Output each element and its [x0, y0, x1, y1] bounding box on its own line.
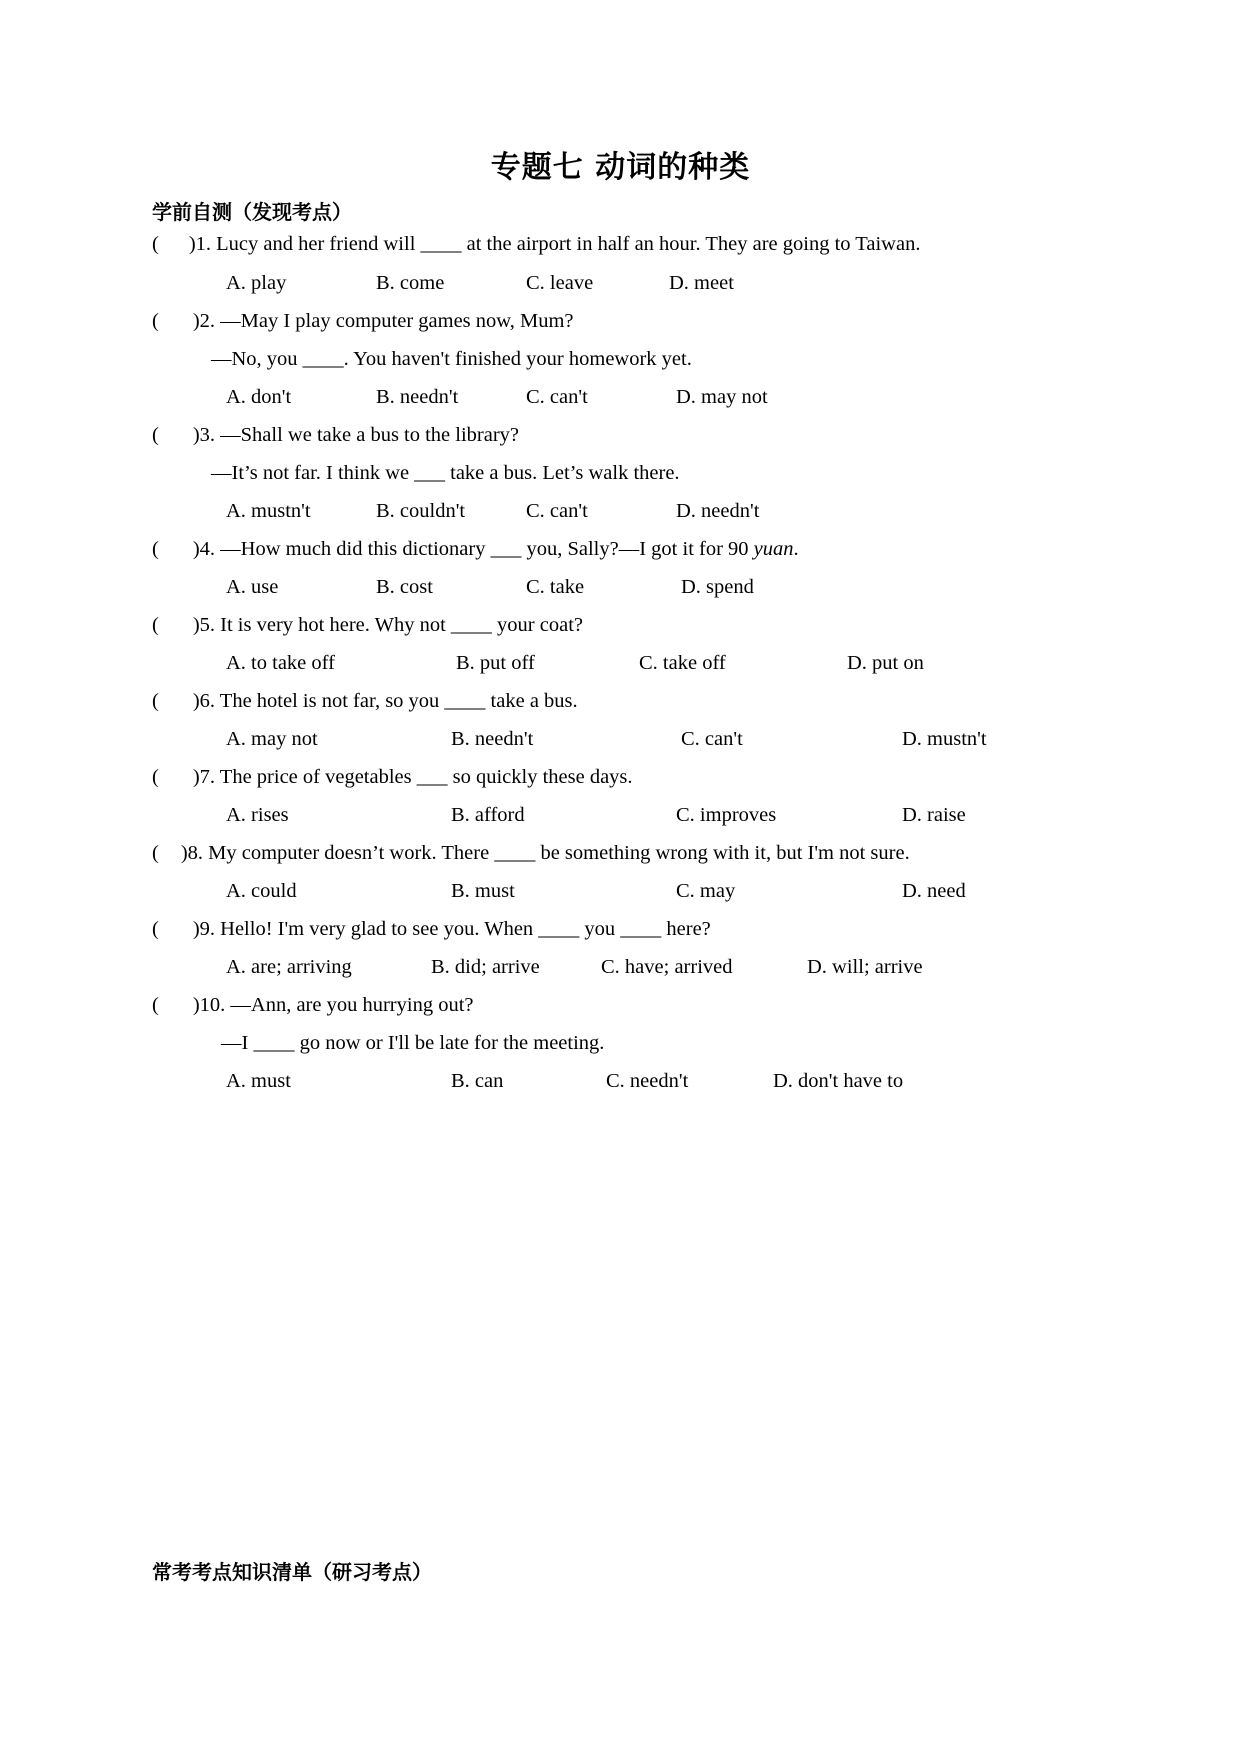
question-3-reply: —It’s not far. I think we ___ take a bus. Let’s walk there. [211, 462, 680, 484]
section-heading-knowledge: 常考考点知识清单（研习考点） [152, 1560, 432, 1584]
question-7-option-b: B. afford [451, 804, 525, 826]
question-8-option-d: D. need [902, 880, 966, 902]
question-9: ( )9. Hello! I'm very glad to see you. When ____ you ____ here? [152, 918, 711, 940]
question-8-option-a: A. could [226, 880, 297, 902]
question-10-option-a: A. must [226, 1070, 291, 1092]
question-1-option-d: D. meet [669, 272, 734, 294]
question-9-option-c: C. have; arrived [601, 956, 733, 978]
question-4: ( )4. —How much did this dictionary ___ you, Sally?—I got it for 90 yuan. [152, 538, 799, 560]
question-1-option-c: C. leave [526, 272, 594, 294]
question-3: ( )3. —Shall we take a bus to the library? [152, 424, 520, 446]
question-4-option-a: A. use [226, 576, 279, 598]
question-8-option-b: B. must [451, 880, 515, 902]
question-8: ( )8. My computer doesn’t work. There ____ be something wrong with it, but I'm not sure. [152, 842, 910, 864]
question-8-option-c: C. may [676, 880, 736, 902]
question-10-reply: —I ____ go now or I'll be late for the meeting. [221, 1032, 605, 1054]
question-4-option-d: D. spend [681, 576, 754, 598]
question-6-option-a: A. may not [226, 728, 318, 750]
question-4-option-b: B. cost [376, 576, 433, 598]
question-4-option-c: C. take [526, 576, 585, 598]
question-7-option-a: A. rises [226, 804, 289, 826]
question-2-option-c: C. can't [526, 386, 588, 408]
question-10-option-d: D. don't have to [773, 1070, 904, 1092]
question-10: ( )10. —Ann, are you hurrying out? [152, 994, 474, 1016]
question-1: ( )1. Lucy and her friend will ____ at the airport in half an hour. They are going to Taiwan. [152, 233, 921, 255]
question-2-option-d: D. may not [676, 386, 768, 408]
question-6-option-c: C. can't [681, 728, 743, 750]
question-3-option-d: D. needn't [676, 500, 760, 522]
question-10-option-b: B. can [451, 1070, 504, 1092]
question-5-option-d: D. put on [847, 652, 924, 674]
question-10-option-c: C. needn't [606, 1070, 689, 1092]
question-9-option-d: D. will; arrive [807, 956, 923, 978]
question-9-option-a: A. are; arriving [226, 956, 352, 978]
page-title: 专题七 动词的种类 [490, 150, 751, 185]
question-2-reply: —No, you ____. You haven't finished your homework yet. [211, 348, 692, 370]
question-5: ( )5. It is very hot here. Why not ____ your coat? [152, 614, 583, 636]
question-7-option-c: C. improves [676, 804, 777, 826]
question-6-option-d: D. mustn't [902, 728, 987, 750]
question-3-option-a: A. mustn't [226, 500, 311, 522]
question-5-option-c: C. take off [639, 652, 726, 674]
question-6-option-b: B. needn't [451, 728, 534, 750]
question-2-option-b: B. needn't [376, 386, 459, 408]
question-3-option-b: B. couldn't [376, 500, 466, 522]
question-5-option-b: B. put off [456, 652, 535, 674]
question-6: ( )6. The hotel is not far, so you ____ take a bus. [152, 690, 578, 712]
question-9-option-b: B. did; arrive [431, 956, 540, 978]
question-3-option-c: C. can't [526, 500, 588, 522]
question-5-option-a: A. to take off [226, 652, 335, 674]
question-1-option-a: A. play [226, 272, 287, 294]
question-7-option-d: D. raise [902, 804, 966, 826]
section-heading-pretest: 学前自测（发现考点） [152, 200, 352, 224]
question-7: ( )7. The price of vegetables ___ so quickly these days. [152, 766, 633, 788]
question-1-option-b: B. come [376, 272, 445, 294]
question-2: ( )2. —May I play computer games now, Mum? [152, 310, 574, 332]
question-2-option-a: A. don't [226, 386, 292, 408]
